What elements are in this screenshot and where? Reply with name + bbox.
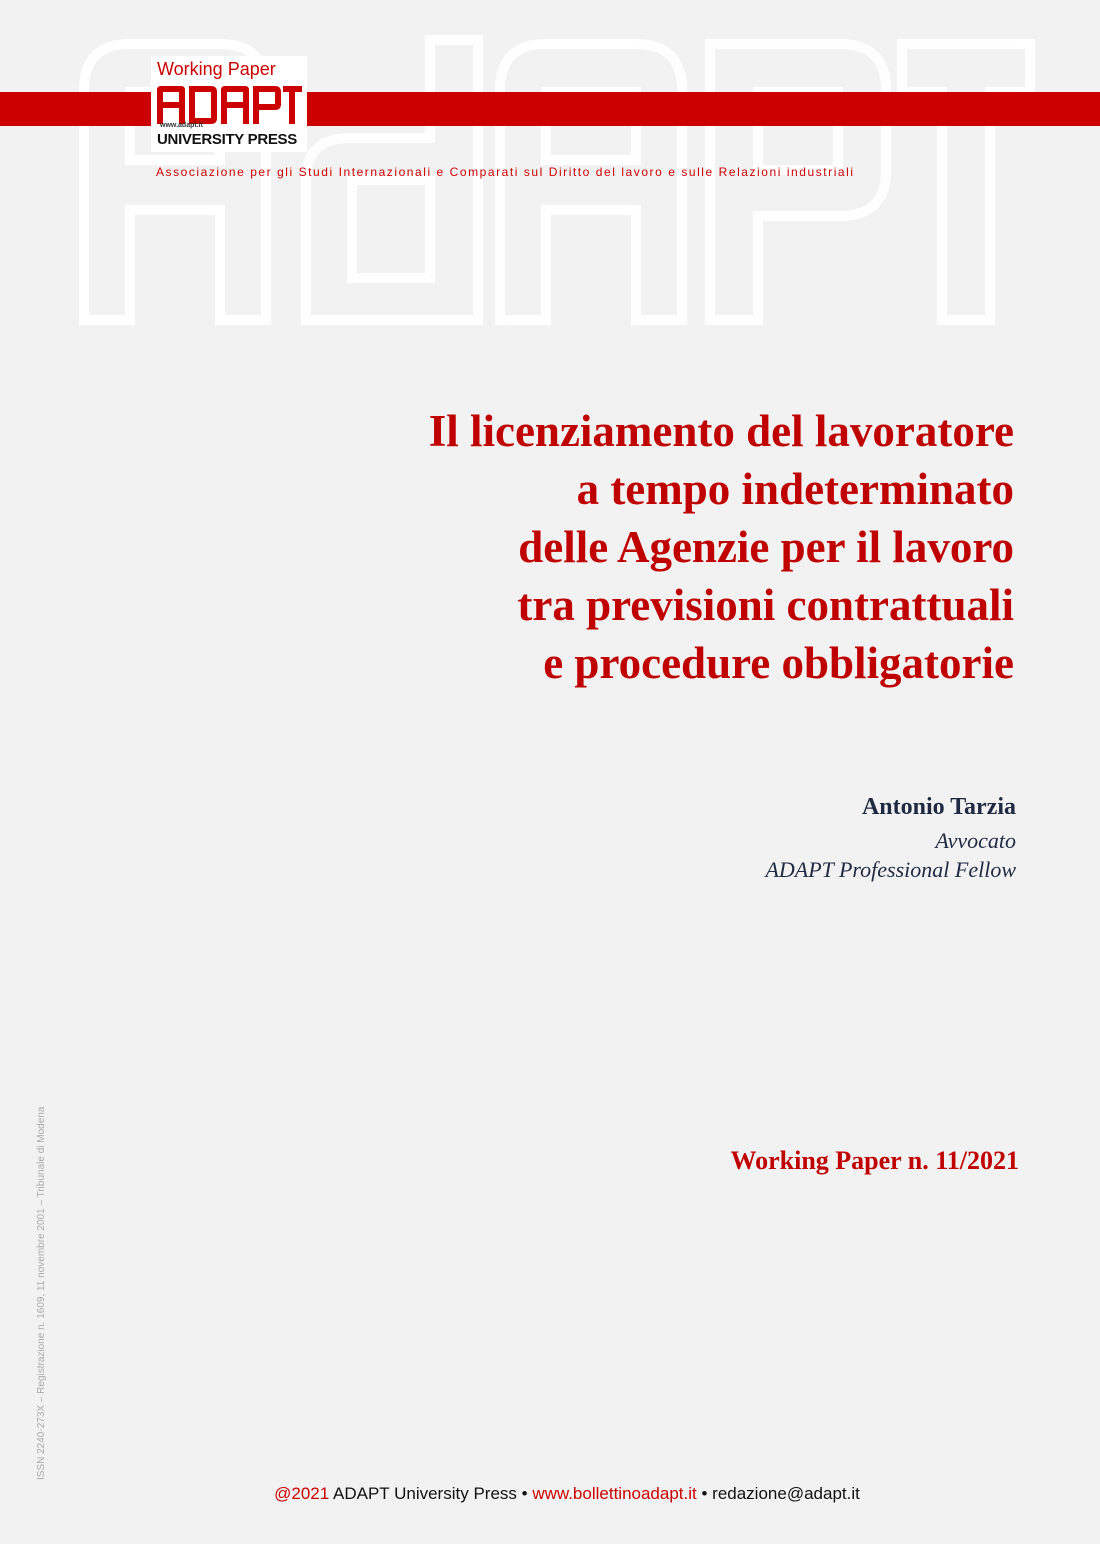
author-affiliation: ADAPT Professional Fellow	[765, 857, 1016, 882]
author-role: Avvocato	[935, 828, 1016, 853]
author-name: Antonio Tarzia	[861, 794, 1016, 820]
footer-website-link[interactable]: www.bollettinoadapt.it	[532, 1484, 697, 1503]
paper-title	[254, 402, 1014, 692]
issn-registration-note: ISSN 2240-273X – Registrazione n. 1609, 11 novembre 2001 – Tribunale di Modena	[36, 1106, 47, 1480]
series-label: Working Paper	[157, 59, 276, 79]
footer-email-link[interactable]: redazione@adapt.it	[712, 1484, 860, 1503]
logo-url: www.adapt.it	[160, 122, 203, 129]
title-line: a tempo indeterminato	[576, 464, 1014, 514]
footer-copyright: @2021	[274, 1484, 330, 1503]
footer-separator: •	[696, 1484, 713, 1503]
title-line: Il licenziamento del lavoratore	[428, 406, 1014, 456]
title-line: delle Agenzie per il lavoro	[518, 522, 1014, 572]
title-line: e procedure obbligatorie	[543, 638, 1014, 688]
footer-publisher: ADAPT University Press •	[329, 1484, 533, 1503]
footer	[0, 1484, 1100, 1504]
working-paper-number: Working Paper n. 11/2021	[730, 1146, 1019, 1175]
title-line: tra previsioni contrattuali	[517, 580, 1014, 630]
logo-subtitle: UNIVERSITY PRESS	[157, 131, 297, 148]
association-name: Associazione per gli Studi Internazionali e Comparati sul Diritto del lavoro e sulle Relazioni industriali	[156, 165, 855, 179]
